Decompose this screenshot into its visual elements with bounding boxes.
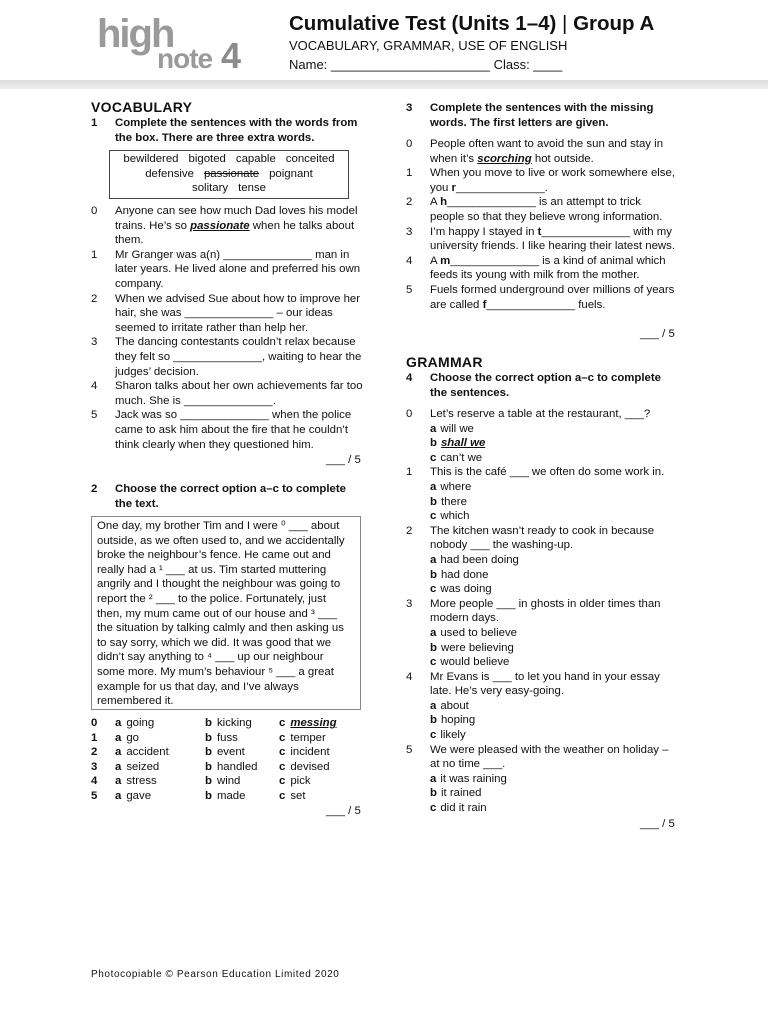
word-box-item: capable (235, 153, 276, 165)
option-row: 1 a go b fuss c temper (91, 731, 326, 744)
high-note-logo (97, 14, 257, 78)
text-line: to say sorry, which we did. It was good that we (97, 636, 332, 649)
ex1-item: 4 Sharon talks about her own achievements far too much. She is ______________. (91, 380, 363, 407)
text-line: then, my mum came out of our house and ³ ___ (97, 607, 337, 620)
text-line: some more. My mum’s behaviour ⁵ ___ a great (97, 665, 334, 678)
ex2-instruction: 2 Choose the correct option a–c to complete the text. (91, 483, 347, 510)
option-row: 5 a gave b made c set (91, 789, 306, 802)
word-box-item-used: passionate (203, 167, 260, 180)
example-answer: passionate (190, 219, 250, 232)
ex3-instruction: 3 Complete the sentences with the missing words. The first letters are given. (406, 102, 654, 129)
text-line: example for us that day, and I’ve always (97, 680, 299, 693)
ex1-score: ___ / 5 (326, 454, 361, 466)
ex4-items (406, 407, 678, 816)
text-line: broke the neighbour’s fence. He came out and (97, 549, 331, 562)
text-line: didn’t say anything to ⁴ ___ up our neighbour (97, 651, 324, 664)
title-separator: | (562, 12, 568, 35)
option-row: 3 a seized b handled c devised (91, 760, 330, 773)
example-answer: shall we (440, 437, 486, 450)
header-bar (0, 80, 768, 89)
ex3-item: 0 People often want to avoid the sun and stay in when it’s scorching hot outside. (406, 138, 664, 165)
word-box-item: defensive (145, 167, 194, 180)
text-line: the situation by talking calmly and then asking us (97, 622, 344, 635)
text-line: report the ² ___ to the police. Fortunately, just (97, 592, 326, 605)
ex4-item: 2 The kitchen wasn’t ready to cook in because nobody ___ the washing-up. a had been doing b had done c was doing (406, 524, 655, 596)
option-row: 0 a going b kicking c messing (91, 717, 337, 729)
ex3-item: 1 When you move to live or work somewhere else, you r______________. (406, 167, 675, 194)
ex1-items (91, 204, 363, 452)
ex4-score: ___ / 5 (640, 818, 675, 830)
word-box-item: conceited (285, 153, 335, 165)
ex2-text-box (91, 516, 361, 710)
ex4-instruction: 4 Choose the correct option a–c to complete the sentences. (406, 372, 662, 399)
ex3-items (406, 137, 678, 312)
grammar-heading: GRAMMAR (406, 354, 483, 370)
ex1-instruction-text: Complete the sentences with the words from the box. There are three extra words. (115, 117, 358, 144)
option-row: 4 a stress b wind c pick (91, 775, 311, 788)
logo-number: 4 (221, 35, 242, 76)
word-box-item: solitary (192, 182, 229, 195)
example-answer: scorching (477, 152, 532, 165)
ex3-score: ___ / 5 (640, 328, 675, 340)
ex3-item: 2 A h______________ is an attempt to trick people so that they believe wrong information. (406, 196, 663, 223)
title-main: Cumulative Test (Units 1–4) (289, 12, 557, 35)
word-box-item: tense (238, 182, 266, 195)
text-line: angrily and I thought the neighbour was going to (97, 578, 341, 591)
ex4-item: 1 This is the café ___ we often do some work in. a where b there c which (406, 466, 665, 523)
ex1-item: 0 Anyone can see how much Dad loves his model trains. He’s so passionate when he talks about them. (91, 205, 358, 247)
word-box-item: poignant (269, 167, 313, 180)
page-subtitle: VOCABULARY, GRAMMAR, USE OF ENGLISH (289, 38, 568, 53)
ex3-item: 3 I’m happy I stayed in t______________ with my university friends. I like hearing their latest news. (406, 225, 676, 253)
ex2-score: ___ / 5 (326, 805, 361, 817)
page-title (289, 12, 654, 36)
option-row: 2 a accident b event c incident (91, 746, 330, 759)
example-answer: messing (290, 717, 337, 729)
footer-copyright: Photocopiable © Pearson Education Limited 2020 (91, 969, 340, 980)
name-class-line: Name: ______________________ Class: ____ (289, 57, 563, 72)
ex2-options (91, 716, 337, 804)
ex1-item: 2 When we advised Sue about how to improve her hair, she was ______________ – our ideas seemed to irritate rather than help her. (91, 292, 361, 334)
text-line: One day, my brother Tim and I were ⁰ ___ about (97, 520, 340, 532)
text-line: outside, as we often used to, and we accidentally (97, 534, 345, 547)
ex3-item: 4 A m______________ is a kind of animal which feeds its young with milk from the mother. (406, 254, 666, 282)
ex4-item: 3 More people ___ in ghosts in older times than modern days. a used to believe b were believing c would believe (406, 597, 661, 669)
ex1-item: 3 The dancing contestants couldn’t relax because they felt so ______________, waiting to hear the judges’ decision. (91, 336, 362, 378)
word-box (109, 150, 349, 199)
ex4-item: 5 We were pleased with the weather on holiday – at no time ___. a it was raining b it rained c did it rain (406, 743, 669, 815)
ex1-number: 1 (91, 117, 98, 129)
word-box-item: bigoted (188, 153, 226, 165)
ex1-item: 1 Mr Granger was a(n) ______________ man in later years. He lived alone and preferred his own company. (91, 248, 361, 290)
ex3-item: 5 Fuels formed underground over millions of years are called f______________ fuels. (406, 283, 675, 311)
title-group: Group A (573, 12, 655, 35)
ex4-item: 0 Let’s reserve a table at the restaurant, ___? a will we b shall we c can’t we (406, 408, 651, 464)
ex4-item: 4 Mr Evans is ___ to let you hand in your essay late. He’s very easy-going. a about b hoping c likely (406, 670, 660, 742)
vocabulary-heading: VOCABULARY (91, 99, 193, 115)
word-box-item: bewildered (123, 153, 179, 165)
ex1-instruction (91, 116, 359, 145)
text-line: really had a ¹ ___ at us. Tim started muttering (97, 563, 327, 576)
ex1-item: 5 Jack was so ______________ when the police came to ask him about the fire that he couldn’t think clearly when they questioned him. (91, 409, 352, 451)
text-line: remembered it. (97, 695, 174, 708)
logo-note: note (157, 43, 213, 74)
logo-high: high (97, 12, 174, 56)
